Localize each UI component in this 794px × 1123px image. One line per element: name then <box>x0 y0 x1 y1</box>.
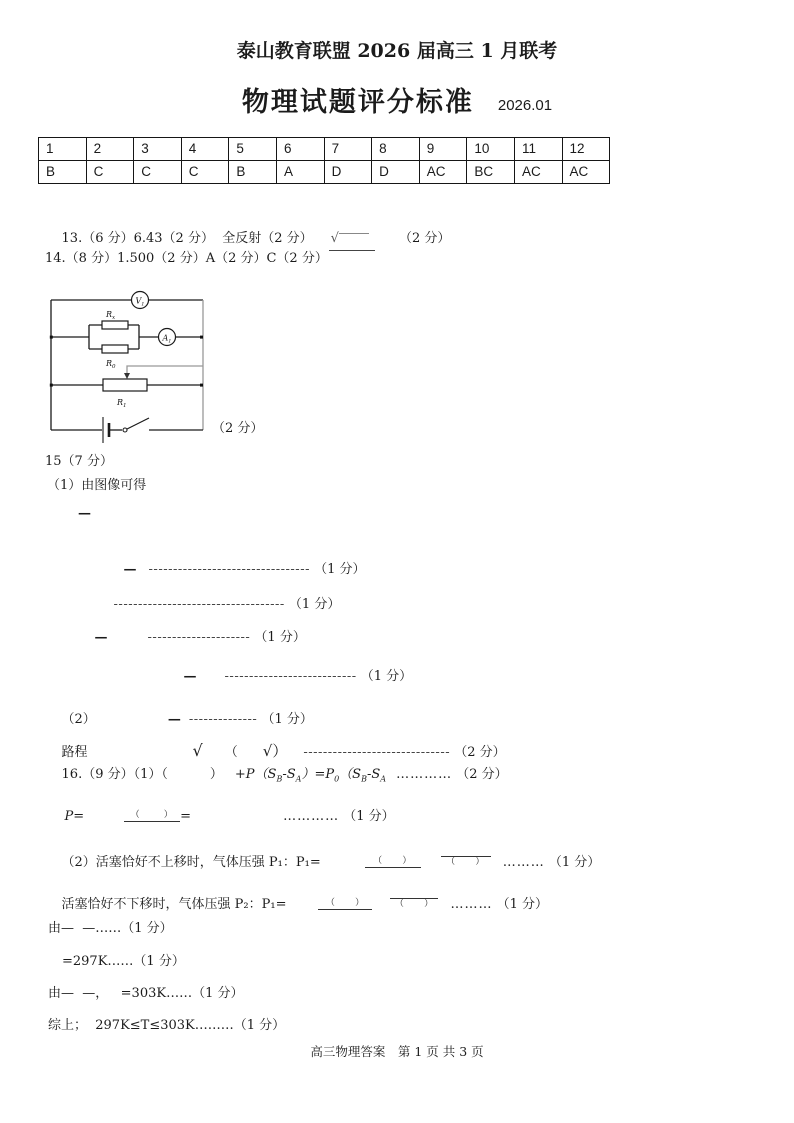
answer: B <box>39 161 87 184</box>
q-num: 11 <box>514 138 562 161</box>
formula-dash: — <box>94 629 108 645</box>
answer: B <box>229 161 277 184</box>
circuit-wires <box>51 300 203 430</box>
answer: D <box>324 161 372 184</box>
leader-dots: ………… <box>283 808 340 824</box>
question-number-row <box>39 138 610 161</box>
circuit-diagram <box>45 286 217 446</box>
formula-sub: B <box>276 774 283 784</box>
answer: C <box>181 161 229 184</box>
q-num: 12 <box>562 138 610 161</box>
q-num: 3 <box>134 138 182 161</box>
q15-heading: 15（7 分） <box>45 454 113 469</box>
formula-part: （S <box>339 766 362 782</box>
answer: BC <box>467 161 515 184</box>
q16-line-6: 由— —， =303K……（1 分） <box>48 986 244 1001</box>
battery <box>103 417 109 443</box>
subtitle: 物理试题评分标准 <box>241 87 474 117</box>
vinculum <box>339 233 369 234</box>
page-subtitle-row <box>0 88 794 118</box>
fraction-bar <box>318 909 372 910</box>
leader-dashes: ----------------------------------- <box>113 596 285 612</box>
q-num: 4 <box>181 138 229 161</box>
svg-text:A1: $A_1$ <box>162 333 172 345</box>
circuit-score: （2 分） <box>212 421 264 436</box>
q-num: 2 <box>86 138 134 161</box>
score: （1 分） <box>314 561 366 577</box>
q16-p-line <box>48 790 395 843</box>
svg-text:R0: $R_0$ <box>106 359 116 370</box>
fraction-num-placeholder: （ ） <box>365 856 421 868</box>
answer: AC <box>562 161 610 184</box>
q15-formula-dash-1: — <box>78 506 91 521</box>
answer: C <box>134 161 182 184</box>
equals: = <box>180 808 192 824</box>
q-num: 10 <box>467 138 515 161</box>
q15-item1: （1）由图像可得 <box>47 478 147 493</box>
q15-item2: （2） <box>61 711 96 727</box>
leader-dashes: --------------------------- <box>224 668 357 684</box>
answer: A <box>276 161 324 184</box>
paren-open: （ <box>224 744 238 760</box>
fraction-den-placeholder: （ ） <box>441 856 491 868</box>
answer: C <box>86 161 134 184</box>
leader-dashes: --------------------------------- <box>148 561 310 577</box>
svg-text:V1: $V_1$ <box>135 296 145 308</box>
q-num: 1 <box>39 138 87 161</box>
formula-sub: A <box>295 774 302 784</box>
q16-line3-text: 活塞恰好不下移时，气体压强 P₂：P₁= <box>61 896 287 912</box>
formula-sub: 0 <box>334 774 340 784</box>
q16-head-close: ） <box>209 766 223 782</box>
sqrt-paren: √） <box>262 741 288 760</box>
lucheng-label: 路程 <box>61 744 88 760</box>
page-footer: 高三物理答案 第 1 页 共 3 页 <box>310 1044 484 1059</box>
leader-dashes: ------------------------------ <box>303 744 451 760</box>
fraction-num-placeholder: （ ） <box>318 898 372 910</box>
rheostat-tap-wire <box>124 366 203 379</box>
switch <box>123 418 149 432</box>
score: （1 分） <box>254 629 306 645</box>
answer-row <box>39 161 610 184</box>
voltmeter <box>132 292 149 309</box>
leader-dashes: -------------- <box>188 711 258 727</box>
svg-text:Rx: $R_x$ <box>106 310 116 321</box>
sqrt-symbol: √ <box>192 740 203 760</box>
answer: AC <box>419 161 467 184</box>
fraction-placeholder: （ ） <box>124 810 180 822</box>
score: （2 分） <box>454 744 506 760</box>
q16-line-4: 由— —……（1 分） <box>48 921 173 936</box>
fraction-den-placeholder: （ ） <box>390 898 438 910</box>
score: （1 分） <box>288 596 341 612</box>
answer-key-table <box>38 137 610 184</box>
q16-line-7: 综上； 297K≤T≤303K………（1 分） <box>48 1018 286 1033</box>
q16-head: 16.（9 分）（1）（ <box>61 766 168 782</box>
leader-dashes: --------------------- <box>147 629 251 645</box>
q13-text: 13.（6 分）6.43（2 分） 全反射（2 分） <box>61 230 313 246</box>
q16-line2-text: （2）活塞恰好不上移时，气体压强 P₁：P₁= <box>61 854 321 870</box>
formula-part: ）=P <box>301 766 335 782</box>
formula-sub: B <box>361 774 367 784</box>
page-title: 泰山教育联盟 2026 届高三 1 月联考 <box>236 40 558 62</box>
q-num: 9 <box>419 138 467 161</box>
score: （1 分） <box>496 896 549 912</box>
score: （1 分） <box>261 711 313 727</box>
q13-score: （2 分） <box>398 230 451 246</box>
score: （2 分） <box>456 766 508 782</box>
q-num: 8 <box>372 138 420 161</box>
answer: AC <box>514 161 562 184</box>
leader-dots: ……… <box>502 854 545 870</box>
formula-sub: A <box>380 774 387 784</box>
formula-dash: — <box>123 561 137 577</box>
q-num: 7 <box>324 138 372 161</box>
fraction-bar <box>124 821 180 822</box>
exam-date: 2026.01 <box>497 97 553 115</box>
formula-part: +P（S <box>234 766 277 782</box>
leader-dots: ……… <box>450 896 493 912</box>
resistor-r0 <box>102 345 128 370</box>
fraction-bar <box>365 867 421 868</box>
sqrt-formula-placeholder: √ <box>329 230 375 252</box>
formula-part: -S <box>282 766 296 782</box>
q-num: 6 <box>276 138 324 161</box>
q-num: 5 <box>229 138 277 161</box>
formula-dash: — <box>167 711 181 727</box>
formula-part: -S <box>366 766 381 782</box>
resistor-rx <box>102 310 128 329</box>
score: （1 分） <box>548 854 601 870</box>
answer: D <box>372 161 420 184</box>
score: （1 分） <box>360 668 413 684</box>
score: （1 分） <box>343 808 395 824</box>
svg-text:R1: $R_1$ <box>117 398 127 409</box>
ammeter <box>159 329 176 346</box>
p-equals: P= <box>64 808 85 824</box>
q16-line-5: =297K……（1 分） <box>62 954 185 969</box>
leader-dots: ………… <box>396 766 453 782</box>
q14-line: 14.（8 分）1.500（2 分）A（2 分）C（2 分） <box>45 251 328 266</box>
rheostat-r1 <box>103 379 147 409</box>
formula-dash: — <box>183 668 197 684</box>
